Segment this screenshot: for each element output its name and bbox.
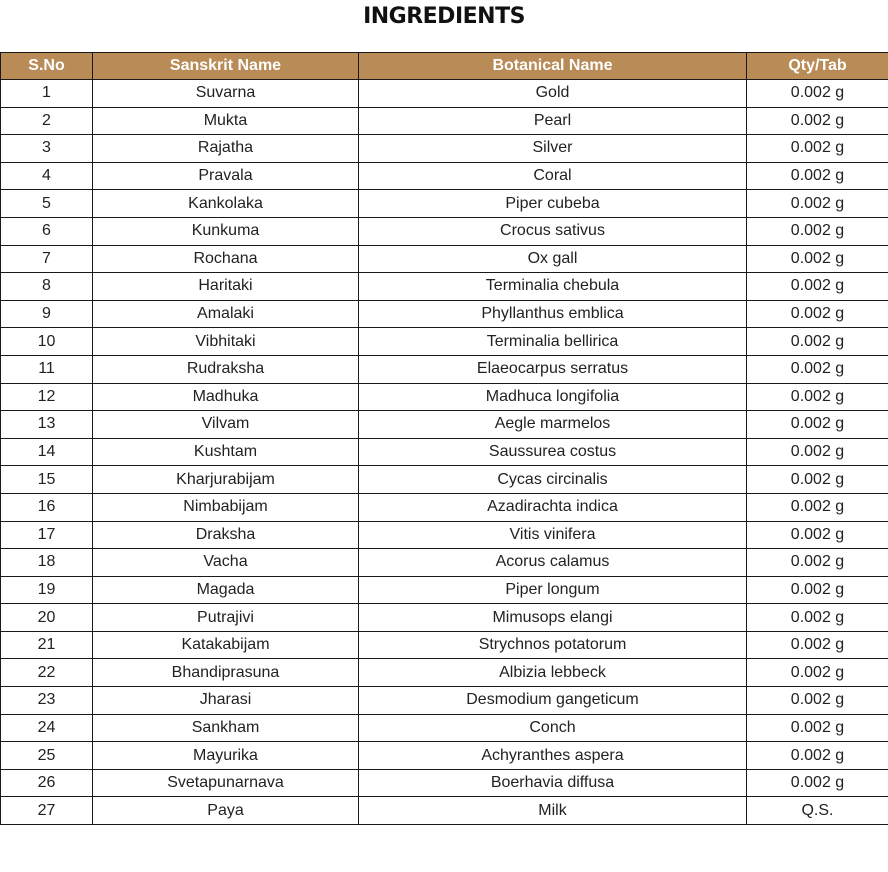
table-row [1,273,888,301]
serial-number-cell: 27 [1,797,93,825]
table-row [1,631,888,659]
serial-number-cell: 2 [1,107,93,135]
table-header-row [1,53,888,80]
sanskrit-name-cell: Madhuka [93,383,359,411]
sanskrit-name-cell: Vilvam [93,411,359,439]
table-row [1,300,888,328]
quantity-cell: 0.002 g [747,328,888,356]
table-row [1,797,888,825]
sanskrit-name-cell: Kushtam [93,438,359,466]
table-row [1,135,888,163]
quantity-cell: 0.002 g [747,687,888,715]
sanskrit-name-cell: Paya [93,797,359,825]
header-botanical-name: Botanical Name [359,53,747,80]
serial-number-cell: 26 [1,769,93,797]
serial-number-cell: 10 [1,328,93,356]
sanskrit-name-cell: Haritaki [93,273,359,301]
serial-number-cell: 11 [1,355,93,383]
sanskrit-name-cell: Vacha [93,549,359,577]
sanskrit-name-cell: Nimbabijam [93,493,359,521]
botanical-name-cell: Achyranthes aspera [359,742,747,770]
serial-number-cell: 18 [1,549,93,577]
serial-number-cell: 22 [1,659,93,687]
table-row [1,521,888,549]
sanskrit-name-cell: Draksha [93,521,359,549]
quantity-cell: 0.002 g [747,190,888,218]
sanskrit-name-cell: Magada [93,576,359,604]
quantity-cell: 0.002 g [747,742,888,770]
quantity-cell: 0.002 g [747,631,888,659]
table-row [1,659,888,687]
table-row [1,549,888,577]
serial-number-cell: 3 [1,135,93,163]
botanical-name-cell: Cycas circinalis [359,466,747,494]
table-row [1,162,888,190]
sanskrit-name-cell: Rochana [93,245,359,273]
table-row [1,687,888,715]
table-row [1,493,888,521]
quantity-cell: 0.002 g [747,549,888,577]
table-row [1,217,888,245]
page-title: INGREDIENTS [363,4,525,29]
serial-number-cell: 24 [1,714,93,742]
header-quantity-per-tab: Qty/Tab [747,53,888,80]
sanskrit-name-cell: Kunkuma [93,217,359,245]
table-row [1,411,888,439]
quantity-cell: 0.002 g [747,466,888,494]
botanical-name-cell: Saussurea costus [359,438,747,466]
table-row [1,190,888,218]
header-sanskrit-name: Sanskrit Name [93,53,359,80]
botanical-name-cell: Azadirachta indica [359,493,747,521]
quantity-cell: 0.002 g [747,769,888,797]
sanskrit-name-cell: Pravala [93,162,359,190]
botanical-name-cell: Aegle marmelos [359,411,747,439]
botanical-name-cell: Albizia lebbeck [359,659,747,687]
botanical-name-cell: Conch [359,714,747,742]
quantity-cell: 0.002 g [747,300,888,328]
sanskrit-name-cell: Katakabijam [93,631,359,659]
quantity-cell: 0.002 g [747,714,888,742]
botanical-name-cell: Vitis vinifera [359,521,747,549]
quantity-cell: 0.002 g [747,521,888,549]
table-row [1,383,888,411]
botanical-name-cell: Ox gall [359,245,747,273]
botanical-name-cell: Strychnos potatorum [359,631,747,659]
quantity-cell: 0.002 g [747,659,888,687]
quantity-cell: 0.002 g [747,80,888,108]
table-row [1,714,888,742]
sanskrit-name-cell: Amalaki [93,300,359,328]
botanical-name-cell: Terminalia bellirica [359,328,747,356]
serial-number-cell: 7 [1,245,93,273]
botanical-name-cell: Mimusops elangi [359,604,747,632]
sanskrit-name-cell: Putrajivi [93,604,359,632]
sanskrit-name-cell: Sankham [93,714,359,742]
quantity-cell: 0.002 g [747,411,888,439]
botanical-name-cell: Pearl [359,107,747,135]
serial-number-cell: 20 [1,604,93,632]
table-row [1,355,888,383]
quantity-cell: 0.002 g [747,107,888,135]
botanical-name-cell: Phyllanthus emblica [359,300,747,328]
quantity-cell: Q.S. [747,797,888,825]
serial-number-cell: 1 [1,80,93,108]
sanskrit-name-cell: Jharasi [93,687,359,715]
ingredients-table [0,52,888,825]
botanical-name-cell: Piper longum [359,576,747,604]
table-row [1,576,888,604]
serial-number-cell: 19 [1,576,93,604]
sanskrit-name-cell: Rudraksha [93,355,359,383]
sanskrit-name-cell: Suvarna [93,80,359,108]
quantity-cell: 0.002 g [747,245,888,273]
serial-number-cell: 8 [1,273,93,301]
table-row [1,438,888,466]
sanskrit-name-cell: Kankolaka [93,190,359,218]
serial-number-cell: 6 [1,217,93,245]
table-body [1,80,888,825]
table-row [1,245,888,273]
table-row [1,466,888,494]
serial-number-cell: 17 [1,521,93,549]
botanical-name-cell: Acorus calamus [359,549,747,577]
table-row [1,742,888,770]
botanical-name-cell: Desmodium gangeticum [359,687,747,715]
quantity-cell: 0.002 g [747,273,888,301]
serial-number-cell: 4 [1,162,93,190]
botanical-name-cell: Gold [359,80,747,108]
botanical-name-cell: Coral [359,162,747,190]
sanskrit-name-cell: Bhandiprasuna [93,659,359,687]
quantity-cell: 0.002 g [747,383,888,411]
table-row [1,80,888,108]
quantity-cell: 0.002 g [747,355,888,383]
serial-number-cell: 16 [1,493,93,521]
serial-number-cell: 14 [1,438,93,466]
sanskrit-name-cell: Mukta [93,107,359,135]
quantity-cell: 0.002 g [747,604,888,632]
sanskrit-name-cell: Vibhitaki [93,328,359,356]
quantity-cell: 0.002 g [747,162,888,190]
botanical-name-cell: Milk [359,797,747,825]
header-serial-number: S.No [1,53,93,80]
sanskrit-name-cell: Rajatha [93,135,359,163]
serial-number-cell: 25 [1,742,93,770]
serial-number-cell: 23 [1,687,93,715]
quantity-cell: 0.002 g [747,576,888,604]
quantity-cell: 0.002 g [747,493,888,521]
quantity-cell: 0.002 g [747,135,888,163]
sanskrit-name-cell: Kharjurabijam [93,466,359,494]
sanskrit-name-cell: Svetapunarnava [93,769,359,797]
botanical-name-cell: Piper cubeba [359,190,747,218]
table-row [1,328,888,356]
sanskrit-name-cell: Mayurika [93,742,359,770]
table-row [1,769,888,797]
botanical-name-cell: Madhuca longifolia [359,383,747,411]
quantity-cell: 0.002 g [747,217,888,245]
serial-number-cell: 9 [1,300,93,328]
botanical-name-cell: Terminalia chebula [359,273,747,301]
botanical-name-cell: Boerhavia diffusa [359,769,747,797]
quantity-cell: 0.002 g [747,438,888,466]
botanical-name-cell: Elaeocarpus serratus [359,355,747,383]
serial-number-cell: 21 [1,631,93,659]
serial-number-cell: 5 [1,190,93,218]
botanical-name-cell: Silver [359,135,747,163]
serial-number-cell: 12 [1,383,93,411]
table-row [1,107,888,135]
serial-number-cell: 15 [1,466,93,494]
serial-number-cell: 13 [1,411,93,439]
table-row [1,604,888,632]
botanical-name-cell: Crocus sativus [359,217,747,245]
